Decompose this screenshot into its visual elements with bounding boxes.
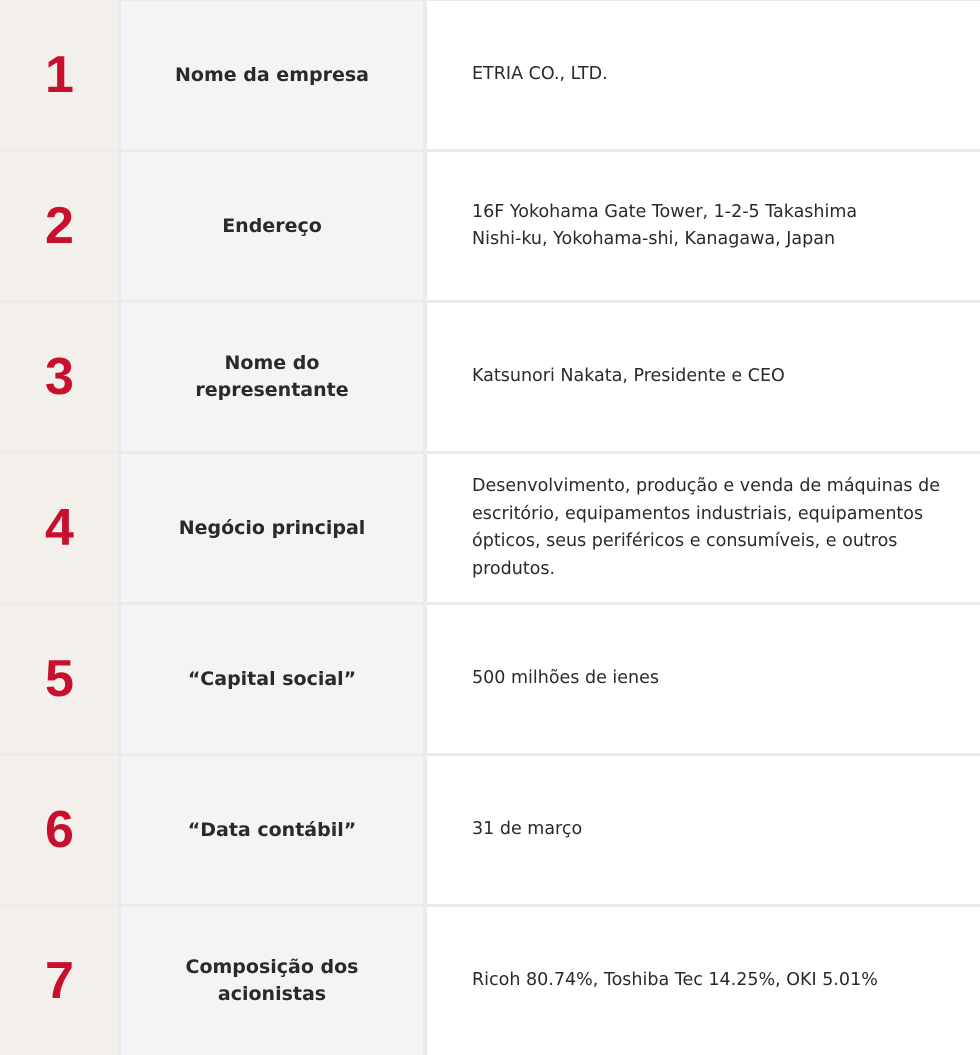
row-number: 4 — [45, 499, 73, 557]
row-number-cell — [0, 152, 118, 300]
row-number-cell — [0, 454, 118, 602]
row-value: Ricoh 80.74%, Toshiba Tec 14.25%, OKI 5.01% — [472, 970, 878, 991]
row-value: ETRIA CO., LTD. — [472, 64, 608, 85]
row-label-cell — [121, 303, 423, 451]
row-value: Katsunori Nakata, Presidente e CEO — [472, 366, 785, 387]
row-value-cell — [427, 1, 980, 149]
row-value-cell — [427, 907, 980, 1055]
row-number-cell — [0, 1, 118, 149]
row-value-cell — [427, 756, 980, 904]
row-value: 16F Yokohama Gate Tower, 1-2-5 Takashima Nishi-ku, Yokohama-shi, Kanagawa, Japan — [472, 201, 858, 249]
row-number-cell — [0, 907, 118, 1055]
row-number: 2 — [45, 197, 73, 255]
row-label: “Capital social” — [187, 667, 357, 690]
row-value: 500 milhões de ienes — [472, 668, 660, 689]
row-value: 31 de março — [472, 819, 583, 840]
row-value: Desenvolvimento, produção e venda de máquinas de escritório, equipamentos industriais, equipamentos ópticos, seus periféricos e consumíveis, e outros produtos. — [472, 476, 940, 579]
row-value-cell — [427, 454, 980, 602]
row-label: Nome do representante — [195, 352, 349, 401]
table-row — [0, 454, 980, 602]
row-value-cell — [427, 152, 980, 300]
row-label-cell — [121, 605, 423, 753]
row-label-cell — [121, 756, 423, 904]
row-label: “Data contábil” — [187, 818, 357, 841]
row-number-cell — [0, 756, 118, 904]
row-label: Composição dos acionistas — [185, 956, 359, 1005]
row-label-cell — [121, 1, 423, 149]
row-value-cell — [427, 303, 980, 451]
table-row — [0, 756, 980, 904]
row-label: Endereço — [222, 214, 322, 237]
table-row — [0, 1, 980, 149]
row-label-cell — [121, 454, 423, 602]
row-number: 5 — [45, 650, 73, 708]
row-label-cell — [121, 907, 423, 1055]
row-number-cell — [0, 303, 118, 451]
row-label: Negócio principal — [178, 516, 366, 539]
table-row — [0, 152, 980, 300]
table-row — [0, 605, 980, 753]
row-label: Nome da empresa — [175, 63, 369, 86]
row-number: 3 — [45, 348, 73, 406]
row-label-cell — [121, 152, 423, 300]
table-row — [0, 303, 980, 451]
row-number: 6 — [45, 801, 73, 859]
row-number: 7 — [45, 952, 73, 1010]
row-number-cell — [0, 605, 118, 753]
table-row — [0, 907, 980, 1055]
row-value-cell — [427, 605, 980, 753]
row-number: 1 — [45, 46, 73, 104]
